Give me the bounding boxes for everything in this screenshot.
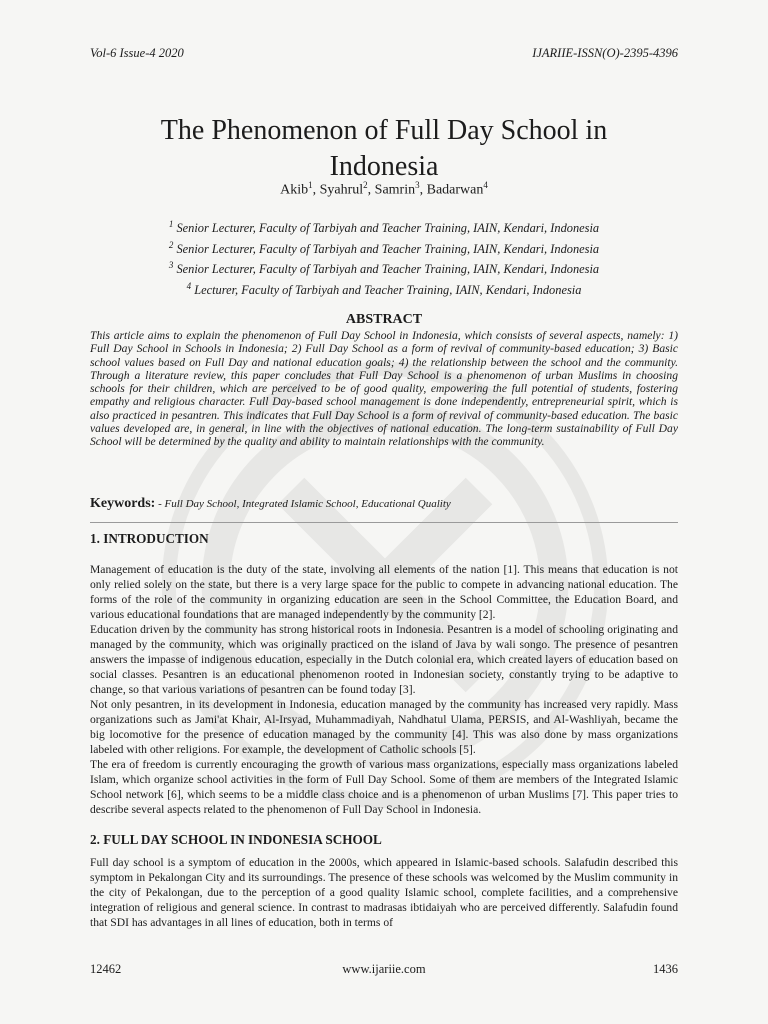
author-name: Syahrul — [319, 182, 364, 198]
title-line-1: The Phenomenon of Full Day School in — [160, 114, 608, 146]
paragraph: Management of education is the duty of the state, involving all elements of the nation [1]. This means that education is not only relied solely on the state, but there is a very large space for the public to compete in advancing national education. The forms of the role of the community in organizing education are seen in the School Committee, the Education Board, and various educational foundations that are managed independently by the community [2]. — [90, 563, 678, 621]
affiliation — [90, 237, 678, 258]
author-affiliation-number: 1 — [308, 180, 313, 190]
affiliation-number: 3 — [168, 260, 174, 271]
abstract-text: This article aims to explain the phenomenon of Full Day School in Indonesia, which consists of several aspects, namely: 1) Full Day School in Schools in Indonesia; 2) Full Day School as a form of revival of community-based education; 3) Basic school values based on Full Day and national education goals; 4) the relationship between the school and the community. Through a literature review, this paper concludes that Full Day School is a phenomenon of urban Muslims in choosing schools for their children, which are perceived to be of good quality, empowering the full potential of students, fostering empathy and religious character. Full Day-based school management is done independently, entrepreneurial spirit, which is also practiced in pesantren. This indicates that Full Day School is a form of revival of community-based education. The basic values developed are, in general, in line with the objectives of national education. The long-term sustainability of Full Day School will be determined by the quality and ability to maintain relationships with the community. — [90, 329, 678, 449]
affiliation — [90, 278, 678, 299]
affiliation-number: 4 — [186, 280, 192, 291]
keywords-label: Keywords: — [90, 496, 156, 511]
paragraph: Not only pesantren, in its development in Indonesia, education managed by the community has increased very rapidly. Mass organizations such as Jami'at Khair, Al-Irsyad, Muhammadiyah, Nahdhatul Ulama, PERSIS, and Al-Washliyah, became the big locomotive for the presence of education managed by the community [4]. This was also done by mass organizations labeled with other religions. For example, the development of Catholic schools [5]. — [90, 698, 678, 756]
section-heading-introduction: 1. INTRODUCTION — [90, 531, 209, 546]
author-name: Samrin — [374, 182, 416, 198]
section2-body — [90, 855, 678, 930]
introduction-body — [90, 562, 678, 817]
author-affiliation-number: 3 — [415, 180, 420, 190]
author-affiliation-number: 4 — [483, 180, 488, 190]
author-list: Akib$^1$, Syahrul$^2$, Samrin$^3$, Badarwan$^4$ — [280, 180, 488, 198]
abstract-heading: ABSTRACT — [345, 312, 423, 327]
author-name: Akib — [280, 182, 309, 198]
affiliation-number: 1 — [168, 219, 174, 229]
title-line-2: Indonesia — [329, 150, 439, 182]
keywords-separator: - — [155, 498, 165, 510]
footer-paper-id: 12462 — [90, 962, 122, 976]
affiliation-number: 2 — [168, 239, 174, 250]
footer-page-number: 1436 — [653, 962, 678, 976]
paper-title — [90, 113, 678, 185]
affiliation — [90, 257, 678, 278]
keywords-values: Full Day School, Integrated Islamic School, Educational Quality — [164, 498, 451, 510]
affiliation-text: Senior Lecturer, Faculty of Tarbiyah and Teacher Training, IAIN, Kendari, Indonesia — [176, 221, 600, 236]
affiliation-text: Senior Lecturer, Faculty of Tarbiyah and Teacher Training, IAIN, Kendari, Indonesia — [176, 241, 600, 256]
affiliation-list — [90, 216, 678, 299]
affiliation-text: Lecturer, Faculty of Tarbiyah and Teacher Training, IAIN, Kendari, Indonesia — [194, 283, 582, 297]
journal-issn-header: IJARIIE-ISSN(O)-2395-4396 — [532, 46, 678, 60]
paragraph: Full day school is a symptom of education in the 2000s, which appeared in Islamic-based schools. Salafudin described this symptom in Pekalongan City and its surroundings. The presence of these schools was welcomed by the Muslim community in the city of Pekalongan, due to the perception of a good quality Islamic school, complete facilities, and a comprehensive integration of religious and general science. In contrast to madrasas ibtidaiyah who are perceived differently. Salafudin found that SDI has advantages in all lines of education, both in terms of — [90, 856, 678, 929]
affiliation-text: Senior Lecturer, Faculty of Tarbiyah and Teacher Training, IAIN, Kendari, Indonesia — [176, 262, 600, 277]
author-name: Badarwan — [426, 182, 484, 198]
paragraph: The era of freedom is currently encouraging the growth of various mass organizations, especially mass organizations labeled Islam, which organize school activities in the form of Full Day School. Some of them are members of the Integrated Islamic School network [6], which seems to be a middle class choice and is a phenomenon of urban Muslims [7]. This paper tries to describe several aspects related to the phenomenon of Full Day School in Indonesia. — [90, 758, 678, 816]
section-divider — [90, 522, 678, 523]
keywords-line — [90, 496, 678, 512]
footer-website-link[interactable]: www.ijariie.com — [342, 962, 426, 976]
section-heading-full-day-school: 2. FULL DAY SCHOOL IN INDONESIA SCHOOL — [90, 832, 382, 847]
author-affiliation-number: 2 — [363, 180, 368, 190]
affiliation — [90, 216, 678, 237]
paragraph: Education driven by the community has strong historical roots in Indonesia. Pesantren is a model of schooling originating and managed by the community, which was originally practiced on the island of Java by wali songo. The presence of pesantren answers the impasse of indigenous education, especially in the Dutch colonial era, which created layers of education based on social classes. Pesantren is an educational phenomenon rooted in Indonesian society, constantly trying to be adaptive to change, so that various variations of pesantren can be found today [3]. — [90, 623, 678, 696]
journal-volume-header: Vol-6 Issue-4 2020 — [90, 46, 184, 60]
